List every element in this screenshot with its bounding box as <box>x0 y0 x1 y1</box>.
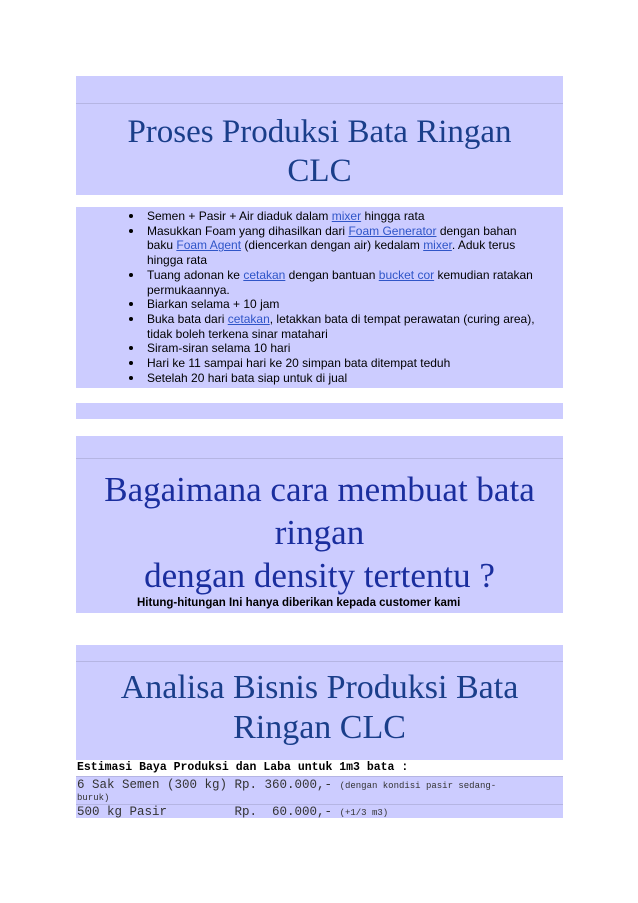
estimation-heading: Estimasi Baya Produksi dan Laba untuk 1m3 bata : <box>77 761 409 774</box>
foam-generator-link[interactable]: Foam Generator <box>348 223 437 238</box>
list-item: Buka bata dari cetakan, letakkan bata di tempat perawatan (curing area), tidak boleh terkena sinar matahari <box>115 312 545 341</box>
production-steps-list <box>115 209 545 385</box>
section2-title-line3: dengan density tertentu ? <box>144 556 495 595</box>
divider <box>76 103 563 104</box>
section1-title-line2: CLC <box>287 153 352 189</box>
list-item: Setelah 20 hari bata siap untuk di jual <box>115 371 545 386</box>
bucket-cor-link[interactable]: bucket cor <box>378 267 435 282</box>
cost-row-cement: 6 Sak Semen (300 kg) Rp. 360.000,- (dengan kondisi pasir sedang- <box>77 778 497 792</box>
divider <box>76 776 563 777</box>
divider <box>76 458 563 459</box>
mixer-link[interactable]: mixer <box>331 209 362 223</box>
section1-title-line1: Proses Produksi Bata Ringan <box>127 114 512 150</box>
list-item: Semen + Pasir + Air diaduk dalam mixer hingga rata <box>115 209 545 224</box>
cost-row-sand: 500 kg Pasir Rp. 60.000,- (+1/3 m3) <box>77 805 389 819</box>
cost-row-cement-note: buruk) <box>77 793 110 803</box>
divider <box>76 661 563 662</box>
section3-title-line1: Analisa Bisnis Produksi Bata <box>120 669 519 706</box>
mixer-link[interactable]: mixer <box>423 238 452 253</box>
list-item: Hari ke 11 sampai hari ke 20 simpan bata ditempat teduh <box>115 356 545 371</box>
foam-agent-link[interactable]: Foam Agent <box>176 238 242 253</box>
cetakan-link[interactable]: cetakan <box>227 311 270 326</box>
section2-title-line1: Bagaimana cara membuat bata <box>104 470 535 509</box>
list-item: Tuang adonan ke cetakan dengan bantuan bucket cor kemudian ratakan permukaannya. <box>115 268 545 297</box>
list-item: Masukkan Foam yang dihasilkan dari Foam Generator dengan bahan baku Foam Agent (diencerkan dengan air) kedalam mixer. Aduk terus hingga rata <box>115 224 545 268</box>
section2-title-line2: ringan <box>274 513 365 552</box>
customer-note: Hitung-hitungan Ini hanya diberikan kepada customer kami <box>137 597 461 609</box>
list-item: Siram-siran selama 10 hari <box>115 341 545 356</box>
section2-title <box>76 468 563 597</box>
list-item: Biarkan selama + 10 jam <box>115 297 545 312</box>
spacer-band <box>76 403 563 419</box>
section1-title <box>76 113 563 191</box>
section3-title-line2: Ringan CLC <box>233 709 406 746</box>
section3-title <box>76 668 563 748</box>
cetakan-link[interactable]: cetakan <box>243 267 286 282</box>
